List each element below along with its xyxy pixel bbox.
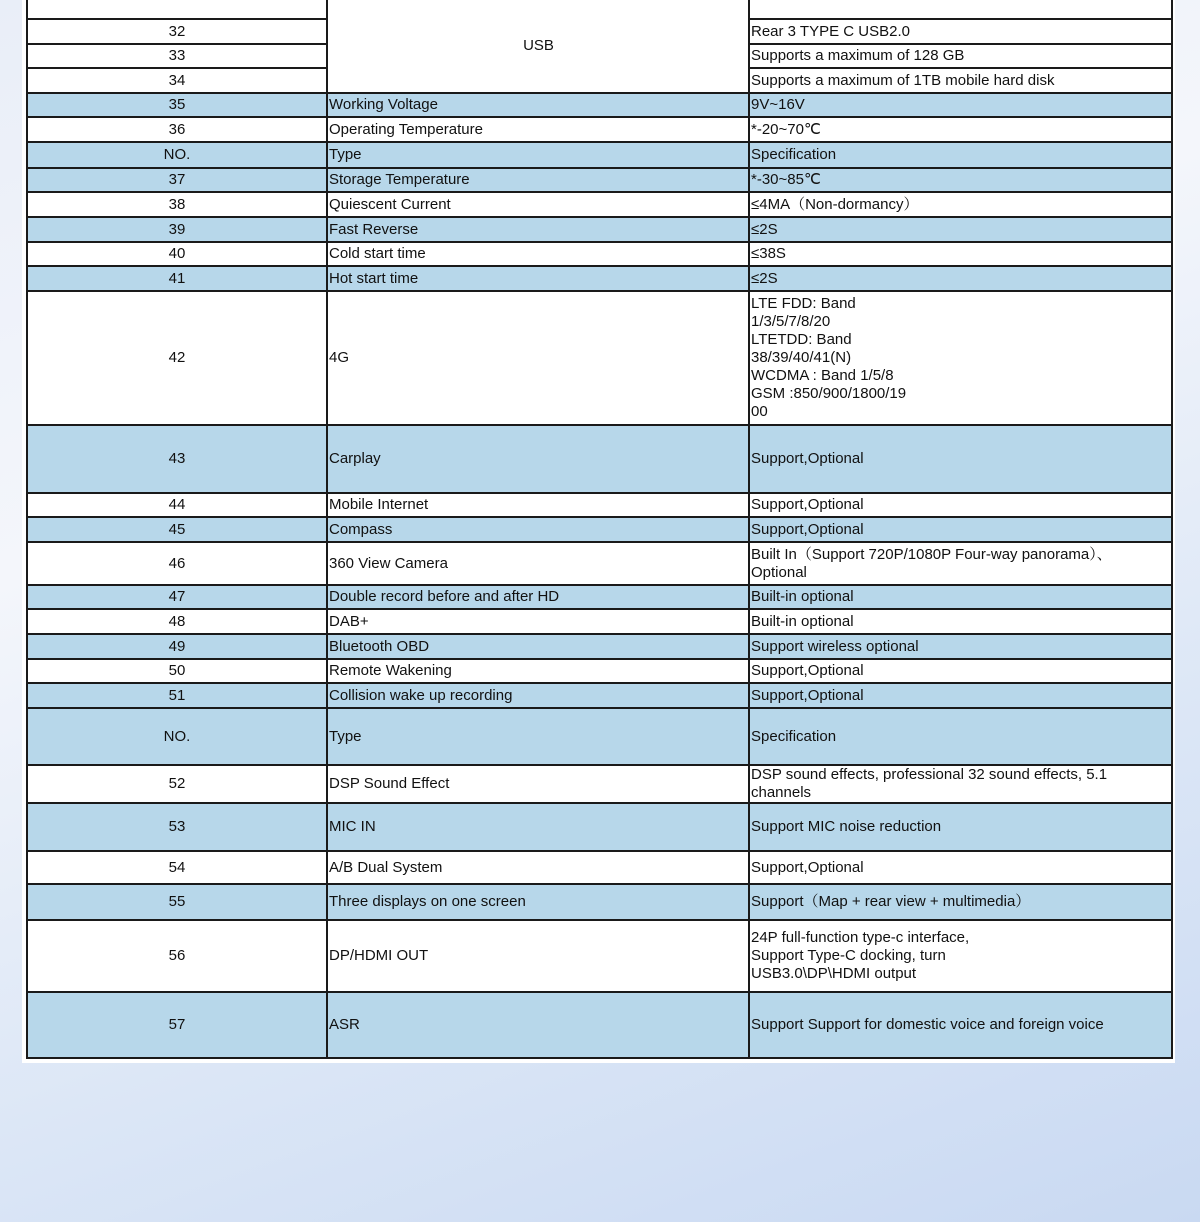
row-number: 32 [27,19,327,44]
row-specification: ≤2S [749,266,1172,291]
row-type: ASR [327,992,749,1058]
row-specification: Specification [749,708,1172,765]
row-type: 4G [327,291,749,425]
spec-row [27,708,1172,765]
spec-row [27,493,1172,517]
row-specification: Built-in optional [749,585,1172,609]
row-number: 53 [27,803,327,851]
spec-row [27,803,1172,851]
row-number [27,0,327,19]
row-number: 51 [27,683,327,708]
spec-row [27,992,1172,1058]
row-number: 40 [27,242,327,266]
row-number: 37 [27,168,327,192]
row-type: Operating Temperature [327,117,749,142]
spec-row [27,425,1172,493]
row-number: 43 [27,425,327,493]
row-specification: Support,Optional [749,659,1172,683]
spec-row [27,609,1172,634]
row-specification: DSP sound effects, professional 32 sound effects, 5.1 channels [749,765,1172,803]
row-specification: Support,Optional [749,493,1172,517]
row-number: 33 [27,44,327,68]
row-specification: 24P full-function type-c interface, Support Type-C docking, turn USB3.0\DP\HDMI output [749,920,1172,992]
row-specification: Support,Optional [749,851,1172,884]
row-type: Bluetooth OBD [327,634,749,659]
row-type: Working Voltage [327,93,749,117]
row-specification: 9V~16V [749,93,1172,117]
row-number: 48 [27,609,327,634]
row-type: DP/HDMI OUT [327,920,749,992]
row-type: MIC IN [327,803,749,851]
row-type: Hot start time [327,266,749,291]
row-number: 50 [27,659,327,683]
spec-row [27,765,1172,803]
row-specification: Supports a maximum of 1TB mobile hard disk [749,68,1172,93]
row-type: Quiescent Current [327,192,749,217]
row-type: A/B Dual System [327,851,749,884]
row-specification: ≤38S [749,242,1172,266]
row-number: 56 [27,920,327,992]
row-number: 52 [27,765,327,803]
spec-row [27,634,1172,659]
row-type: USB [327,0,749,93]
spec-row [27,242,1172,266]
row-type: Type [327,142,749,168]
row-specification: Support,Optional [749,425,1172,493]
spec-row [27,542,1172,585]
row-number: 44 [27,493,327,517]
row-specification: ≤4MA（Non-dormancy） [749,192,1172,217]
spec-row [27,517,1172,542]
row-type: Mobile Internet [327,493,749,517]
row-type: Cold start time [327,242,749,266]
row-type: Double record before and after HD [327,585,749,609]
spec-row [27,851,1172,884]
spec-row [27,168,1172,192]
row-type: Compass [327,517,749,542]
row-specification: *-20~70℃ [749,117,1172,142]
spec-row [27,884,1172,920]
row-number: 34 [27,68,327,93]
row-type: Carplay [327,425,749,493]
spec-row [27,93,1172,117]
spec-row [27,192,1172,217]
row-specification: *-30~85℃ [749,168,1172,192]
spec-row [27,117,1172,142]
row-type: 360 View Camera [327,542,749,585]
row-specification: Support（Map + rear view + multimedia） [749,884,1172,920]
spec-row [27,585,1172,609]
row-number: 35 [27,93,327,117]
row-type: Type [327,708,749,765]
row-number: 45 [27,517,327,542]
row-specification: Support,Optional [749,517,1172,542]
spec-row [27,683,1172,708]
row-specification: Support,Optional [749,683,1172,708]
spec-table [26,0,1173,1059]
row-number: 55 [27,884,327,920]
row-number: 54 [27,851,327,884]
row-number: 36 [27,117,327,142]
row-type: Fast Reverse [327,217,749,242]
row-type: Three displays on one screen [327,884,749,920]
row-type: Collision wake up recording [327,683,749,708]
row-specification: Built In（Support 720P/1080P Four-way panorama）、 Optional [749,542,1172,585]
spec-row [27,142,1172,168]
row-specification: Support wireless optional [749,634,1172,659]
row-specification: Built-in optional [749,609,1172,634]
spec-row [27,266,1172,291]
row-specification: Rear 3 TYPE C USB2.0 [749,19,1172,44]
row-specification: LTE FDD: Band 1/3/5/7/8/20 LTETDD: Band 38/39/40/41(N) WCDMA : Band 1/5/8 GSM :850/900/1800/19 00 [749,291,1172,425]
row-specification: Specification [749,142,1172,168]
row-specification: ≤2S [749,217,1172,242]
row-number: NO. [27,142,327,168]
spec-row [27,217,1172,242]
row-number: 38 [27,192,327,217]
row-type: DAB+ [327,609,749,634]
row-specification: Support MIC noise reduction [749,803,1172,851]
row-number: 42 [27,291,327,425]
spec-table-body [27,0,1172,1058]
row-number: 39 [27,217,327,242]
row-number: 46 [27,542,327,585]
row-number: 57 [27,992,327,1058]
row-type: Remote Wakening [327,659,749,683]
row-number: 47 [27,585,327,609]
row-number: 41 [27,266,327,291]
spec-row [27,291,1172,425]
row-type: DSP Sound Effect [327,765,749,803]
row-number: NO. [27,708,327,765]
row-specification: Supports a maximum of 128 GB [749,44,1172,68]
spec-row [27,659,1172,683]
row-type: Storage Temperature [327,168,749,192]
spec-row [27,0,1172,19]
row-specification [749,0,1172,19]
spec-row [27,920,1172,992]
row-specification: Support Support for domestic voice and foreign voice [749,992,1172,1058]
row-number: 49 [27,634,327,659]
